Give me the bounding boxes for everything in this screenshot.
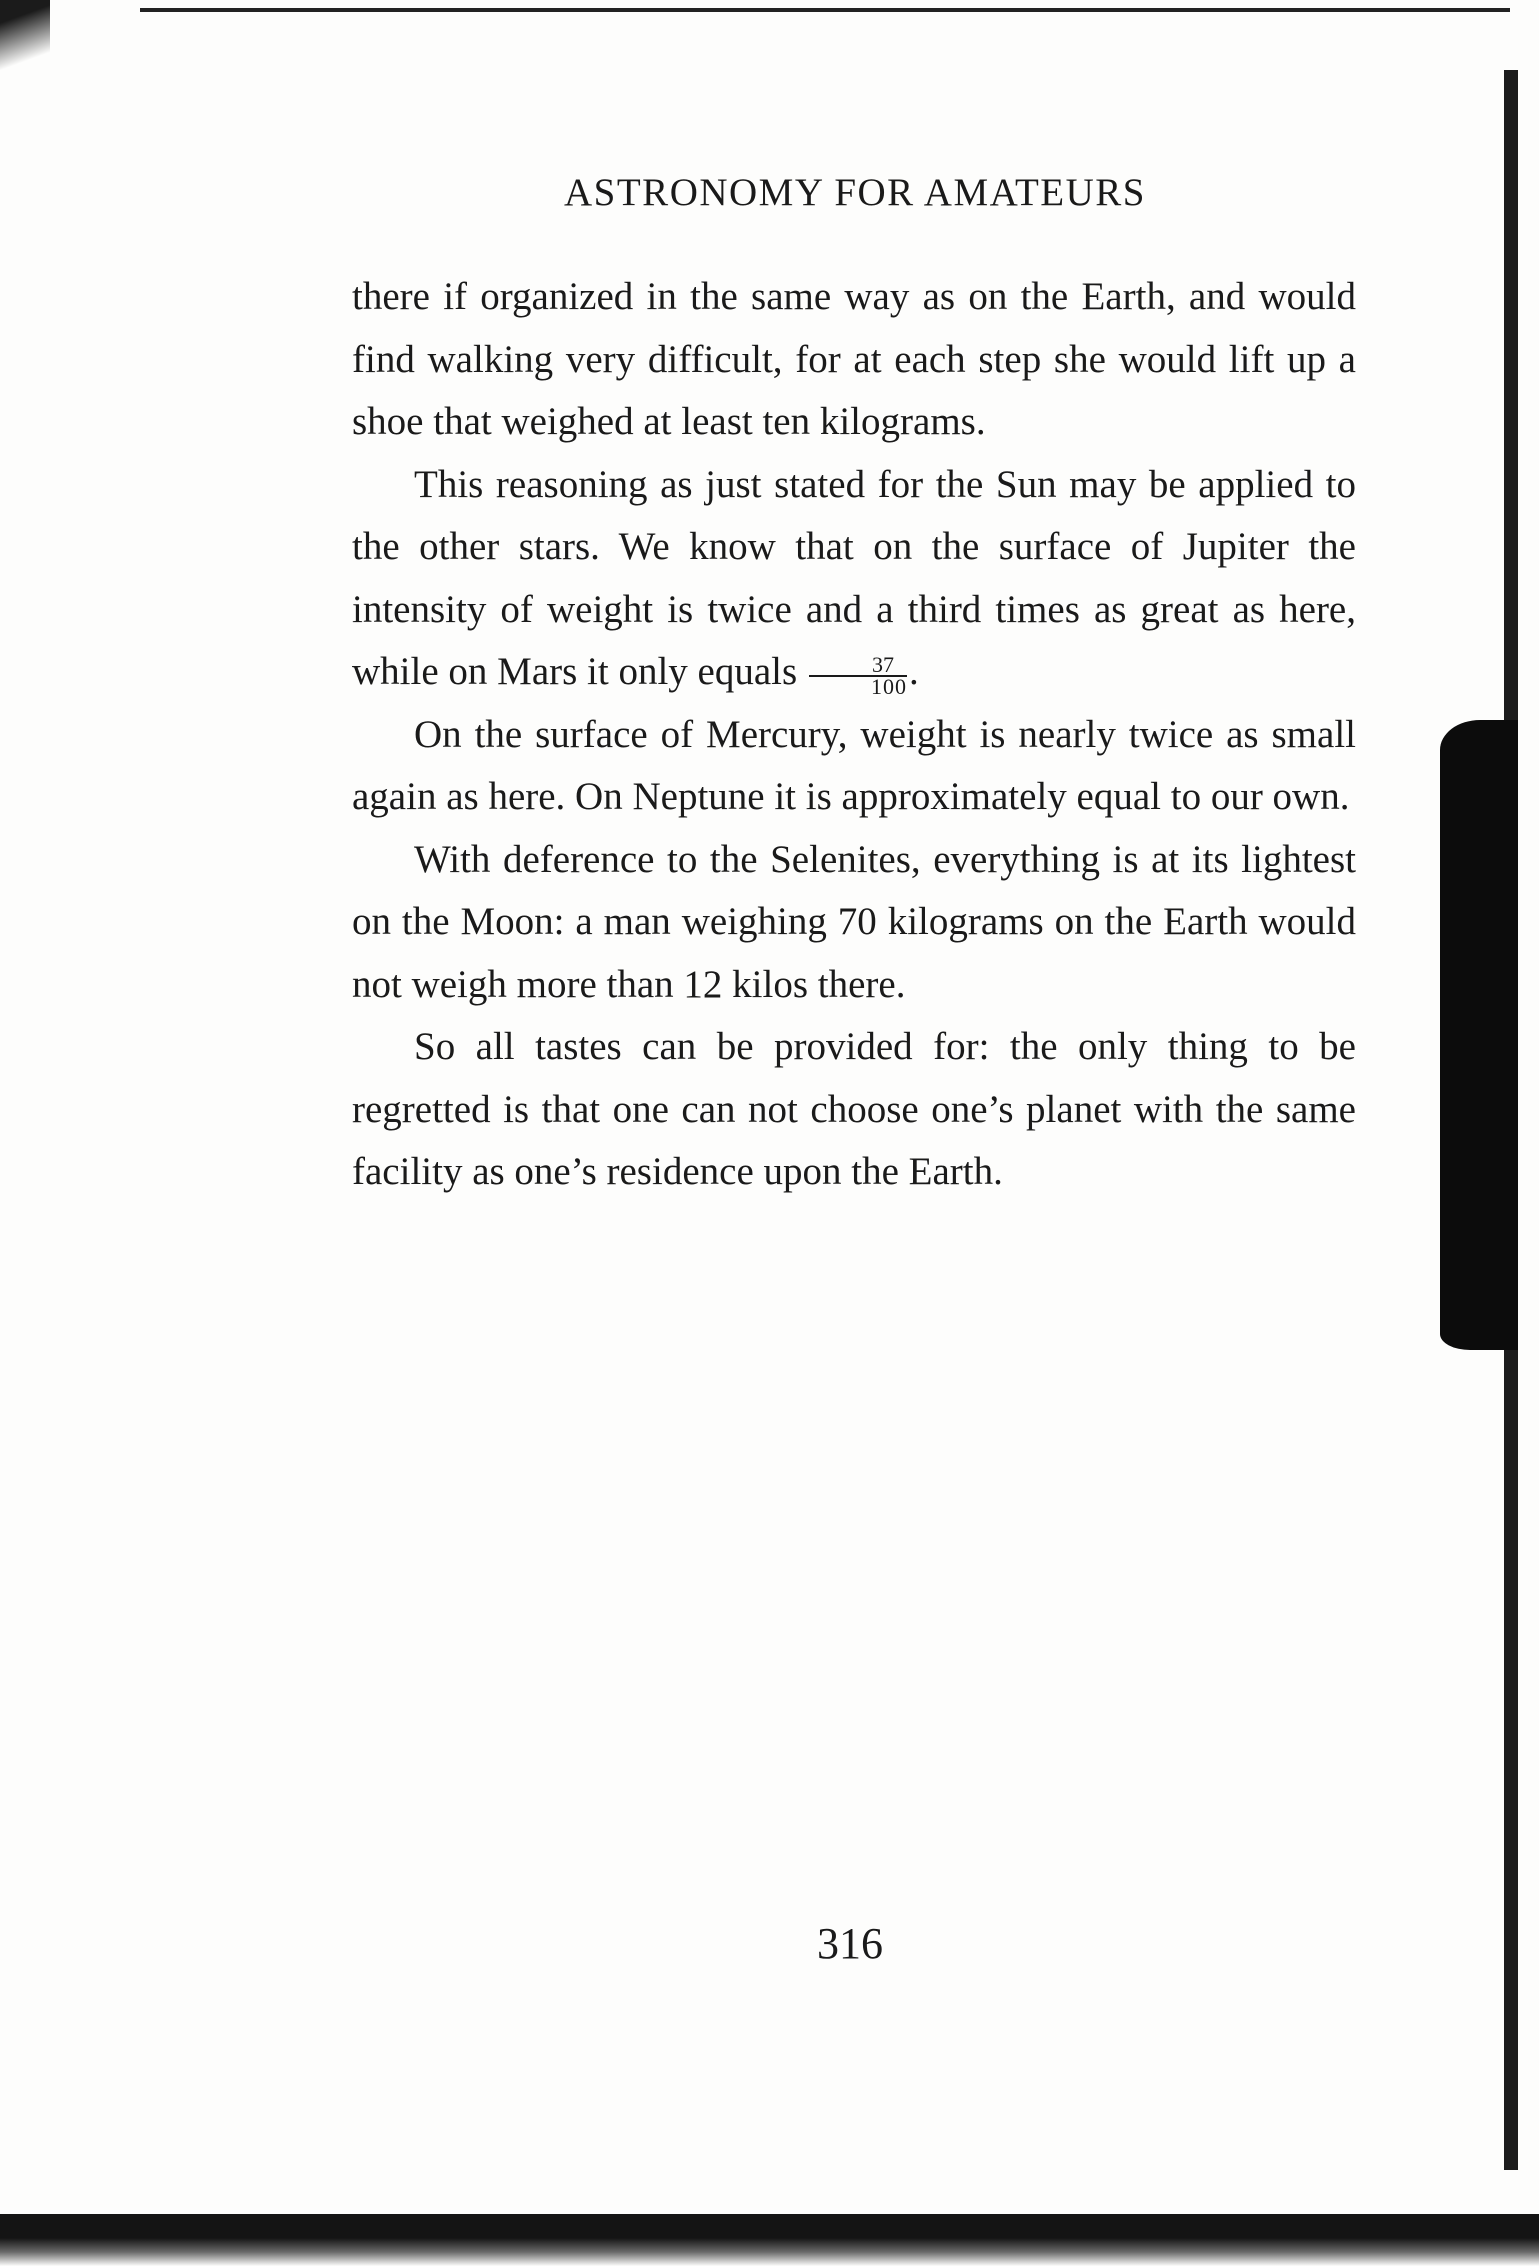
- paragraph-text: With deference to the Selenites, everything is at its lightest on the Moon: a man weighing 70 kilograms on the Earth would not weigh more than 12 kilos there.: [352, 837, 1356, 1006]
- fraction-denominator: 100: [870, 673, 907, 699]
- paragraph: [352, 454, 1356, 704]
- sentence-end: .: [908, 650, 919, 693]
- paragraph-text: This reasoning as just stated for the Sun may be applied to the other stars. We know that on the surface of Jupiter the intensity of weight is twice and a third times as great as here, while on Mars it only equals: [352, 462, 1356, 693]
- fraction: [809, 651, 907, 699]
- paragraph-text: On the surface of Mercury, weight is nearly twice as small again as here. On Neptune it is approximately equal to our own.: [352, 712, 1356, 818]
- scan-right-shadow: [1440, 720, 1518, 1350]
- paragraph-text: So all tastes can be provided for: the only thing to be regretted is that one can not choose one’s planet with the same facility as one’s residence upon the Earth.: [352, 1025, 1356, 1193]
- scan-corner-shadow: [0, 0, 50, 110]
- page-number: 316: [817, 1919, 883, 1968]
- scan-top-edge: [140, 8, 1510, 12]
- paragraph-continued: [352, 266, 1356, 454]
- paragraph-text: there if organized in the same way as on the Earth, and would find walking very difficult, for at each step she would lift up a shoe that weighed at least ten kilograms.: [352, 275, 1356, 443]
- scan-bottom-edge: [0, 2208, 1539, 2266]
- paragraph: [352, 829, 1356, 1017]
- fraction-numerator: 37: [809, 655, 907, 677]
- running-head: ASTRONOMY FOR AMATEURS: [564, 171, 1146, 214]
- paragraph: [352, 704, 1356, 829]
- paragraph: [352, 1016, 1356, 1204]
- body-text: [352, 266, 1356, 1204]
